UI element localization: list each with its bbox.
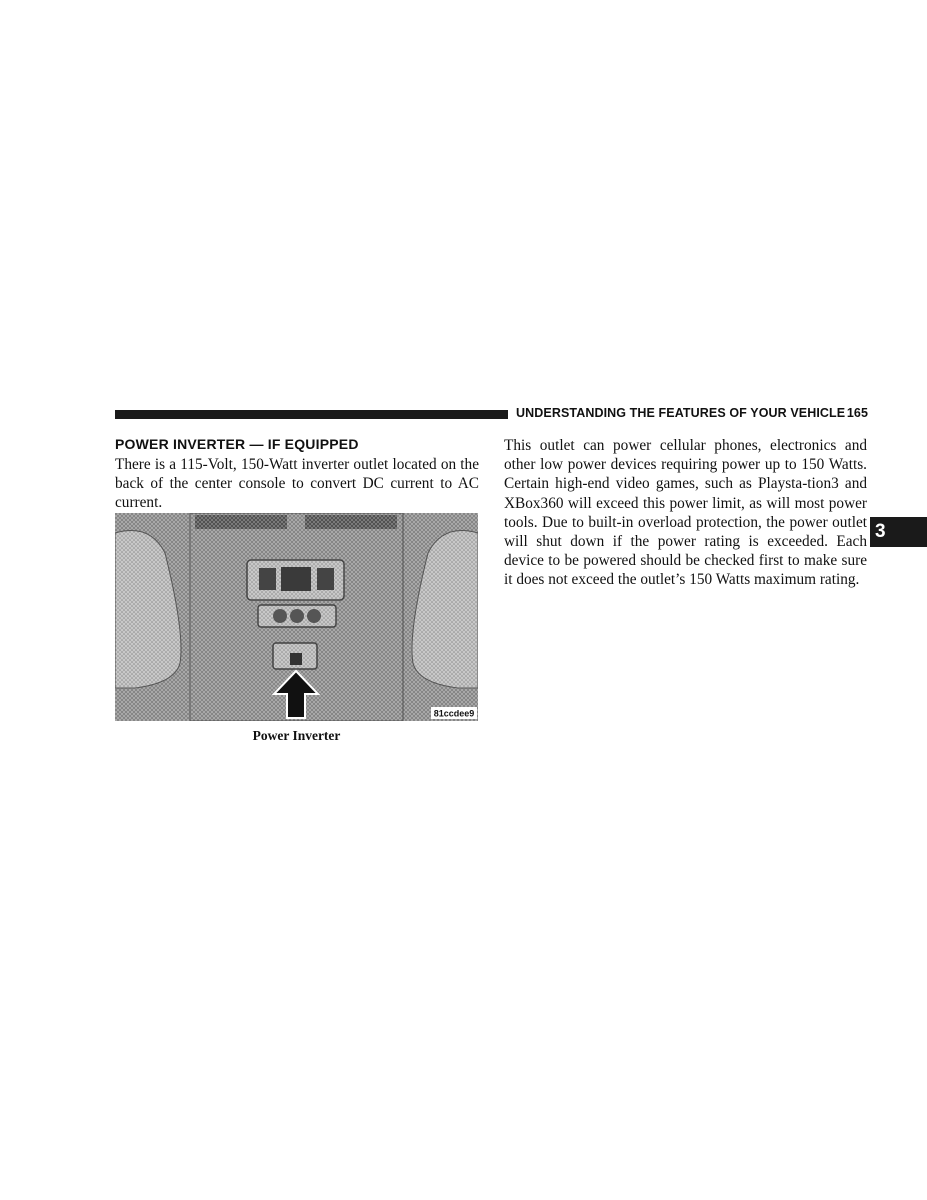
running-header bbox=[516, 406, 868, 420]
right-paragraph: This outlet can power cellular phones, electronics and other low power devices requiring power up to 150 Watts. Certain high-end video games, such as Playsta-tion3 and XBox360 will exceed this power limit, as will most power tools. Due to built-in overload protection, the power outlet will shut down if the power rating is exceeded. Each device to be powered should be checked first to make sure it does not exceed the outlet’s 150 Watts maximum rating. bbox=[504, 437, 867, 589]
header-bar bbox=[115, 410, 508, 419]
chapter-tab: 3 bbox=[870, 517, 927, 547]
header-section-title: UNDERSTANDING THE FEATURES OF YOUR VEHICLE bbox=[516, 406, 846, 420]
figure-code: 81ccdee9 bbox=[433, 708, 475, 719]
left-paragraph: There is a 115-Volt, 150-Watt inverter outlet located on the back of the center console to convert DC current to AC current. bbox=[115, 456, 479, 512]
power-inverter-figure bbox=[115, 513, 478, 721]
page-number: 165 bbox=[846, 406, 868, 420]
section-title: POWER INVERTER — IF EQUIPPED bbox=[115, 436, 359, 452]
figure-caption: Power Inverter bbox=[252, 728, 341, 743]
